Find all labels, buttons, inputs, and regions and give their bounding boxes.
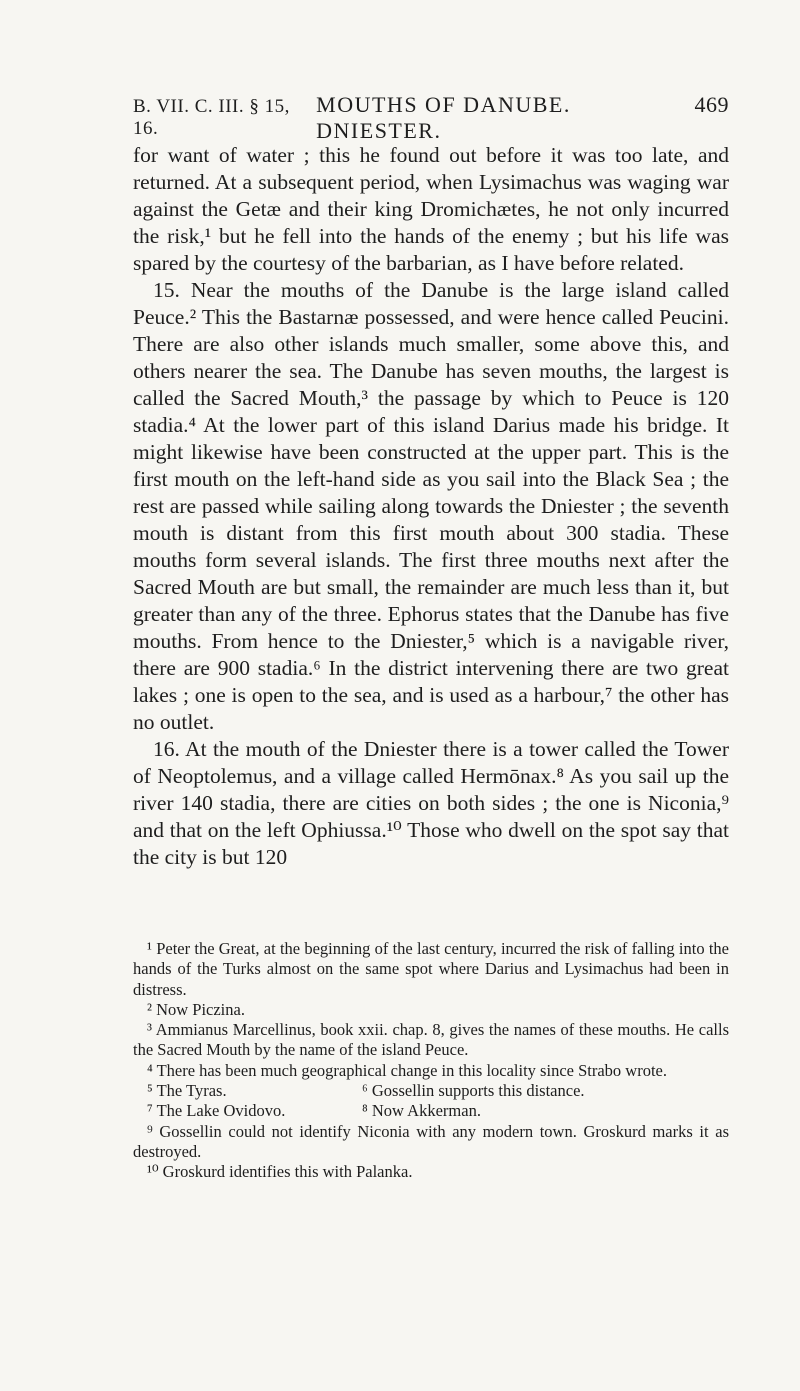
main-text — [133, 142, 729, 871]
footnote-4: ⁴ There has been much geographical change in this locality since Strabo wrote. — [147, 1060, 667, 1080]
footnote-8: ⁸ Now Akkerman. — [362, 1101, 481, 1121]
footnotes — [133, 939, 729, 1183]
footnote-9: ⁹ Gossellin could not identify Niconia with any modern town. Groskurd marks it as destroyed. — [133, 1121, 729, 1161]
footnote-10: ¹⁰ Groskurd identifies this with Palanka. — [147, 1162, 413, 1182]
footnote-3: ³ Ammianus Marcellinus, book xxii. chap. 8, gives the names of these mouths. He calls the Sacred Mouth by the name of the island Peuce. — [133, 1020, 729, 1060]
paragraph-section-16: 16. At the mouth of the Dniester there is a tower called the Tower of Neoptolemus, and a village called Hermōnax.⁸ As you sail up the river 140 stadia, there are cities on both sides ; the one is Niconia,⁹ and that on the left Ophiussa.¹⁰ Those who dwell on the spot say that the city is but 120 — [133, 737, 729, 869]
running-title: MOUTHS OF DANUBE. DNIESTER. — [316, 92, 571, 143]
paragraph-section-15: 15. Near the mouths of the Danube is the large island called Peuce.² This the Bastarnæ possessed, and were hence called Peucini. There are also other islands much smaller, some above this, and others nearer the sea. The Danube has seven mouths, the largest is called the Sacred Mouth,³ the passage by which to Peuce is 120 stadia.⁴ At the lower part of this island Darius made his bridge. It might likewise have been constructed at the upper part. This is the first mouth on the left-hand side as you sail into the Black Sea ; the rest are passed while sailing along towards the Dniester ; the seventh mouth is distant from this first mouth about 300 stadia. These mouths form several islands. The first three mouths next after the Sacred Mouth are but small, the remainder are much less than it, but greater than any of the three. Ephorus states that the Danube has five mouths. From hence to the Dniester,⁵ which is a navigable river, there are 900 stadia.⁶ In the district intervening there are two great lakes ; one is open to the sea, and is used as a harbour,⁷ the other has no outlet. — [133, 278, 729, 734]
footnote-1: ¹ Peter the Great, at the beginning of the last century, incurred the risk of falling into the hands of the Turks almost on the same spot where Darius and Lysimachus had been in distress. — [133, 939, 729, 999]
footnote-2: ² Now Piczina. — [147, 999, 245, 1019]
section-reference: B. VII. C. III. § 15, 16. — [133, 96, 290, 139]
running-header — [133, 92, 729, 143]
footnote-row-7-8 — [133, 1101, 729, 1121]
page-number: 469 — [694, 92, 729, 117]
footnote-7: ⁷ The Lake Ovidovo. — [147, 1101, 286, 1121]
paragraph-continuation: for want of water ; this he found out before it was too late, and returned. At a subsequent period, when Lysimachus was waging war against the Getæ and their king Dromichætes, he not only incurred the risk,¹ but he fell into the hands of the enemy ; but his life was spared by the courtesy of the barbarian, as I have before related. — [133, 143, 729, 275]
footnote-5: ⁵ The Tyras. — [147, 1081, 227, 1101]
footnote-row-5-6 — [133, 1081, 729, 1101]
footnote-6: ⁶ Gossellin supports this distance. — [362, 1081, 585, 1101]
